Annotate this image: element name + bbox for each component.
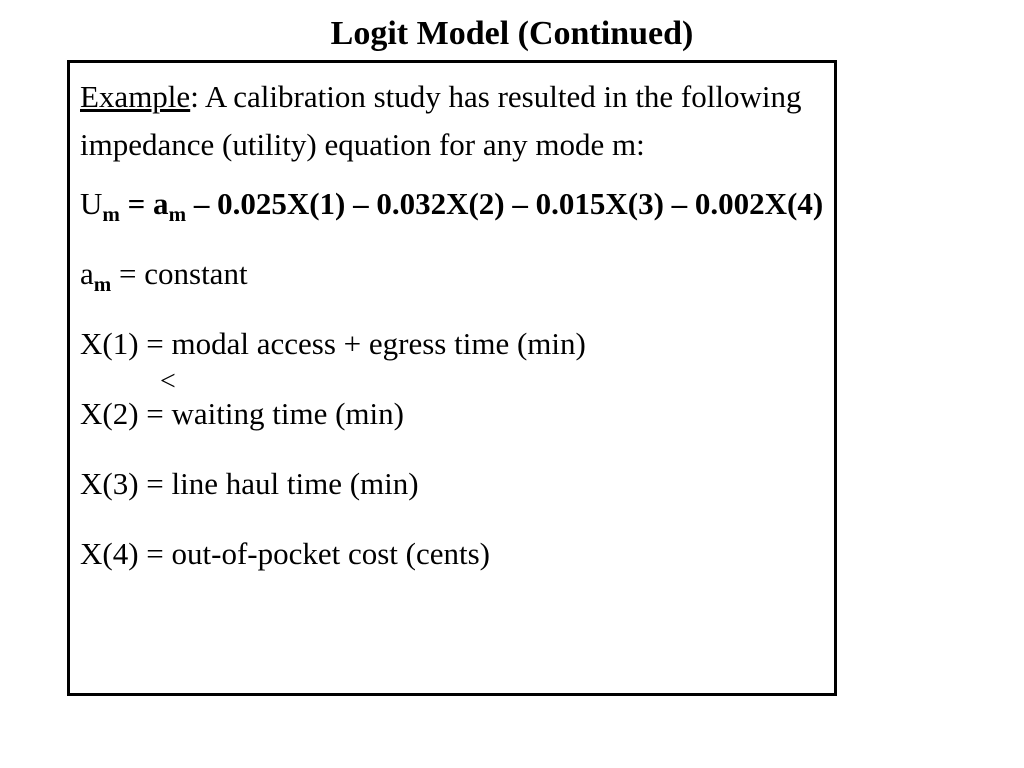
definition-x4: X(4) = out-of-pocket cost (cents) [80, 536, 491, 571]
definition-x1: X(1) = modal access + egress time (min) [80, 326, 586, 361]
example-text: : A calibration study has resulted in the following impedance (utility) equation for any mode m: [80, 79, 802, 162]
constant-definition [80, 250, 824, 298]
example-label: Example [80, 79, 191, 114]
equation-terms: – 0.025X(1) – 0.032X(2) – 0.015X(3) – 0.002X(4) [186, 186, 824, 221]
utility-equation [80, 180, 824, 228]
example-paragraph [80, 73, 824, 169]
content-box [67, 60, 837, 696]
utility-symbol: U [80, 186, 103, 221]
constant-subscript: m [168, 202, 187, 226]
constant-symbol-subscript: m [93, 272, 112, 296]
equation-equals: = a [119, 186, 169, 221]
constant-text: = constant [111, 256, 248, 291]
utility-subscript: m [102, 202, 120, 226]
definition-x3: X(3) = line haul time (min) [80, 466, 419, 501]
stray-mark [160, 366, 176, 398]
constant-symbol: a [80, 256, 94, 291]
slide-title: Logit Model (Continued) [330, 15, 694, 52]
stray-mark-glyph: < [160, 366, 176, 397]
definition-x2: X(2) = waiting time (min) [80, 396, 404, 431]
